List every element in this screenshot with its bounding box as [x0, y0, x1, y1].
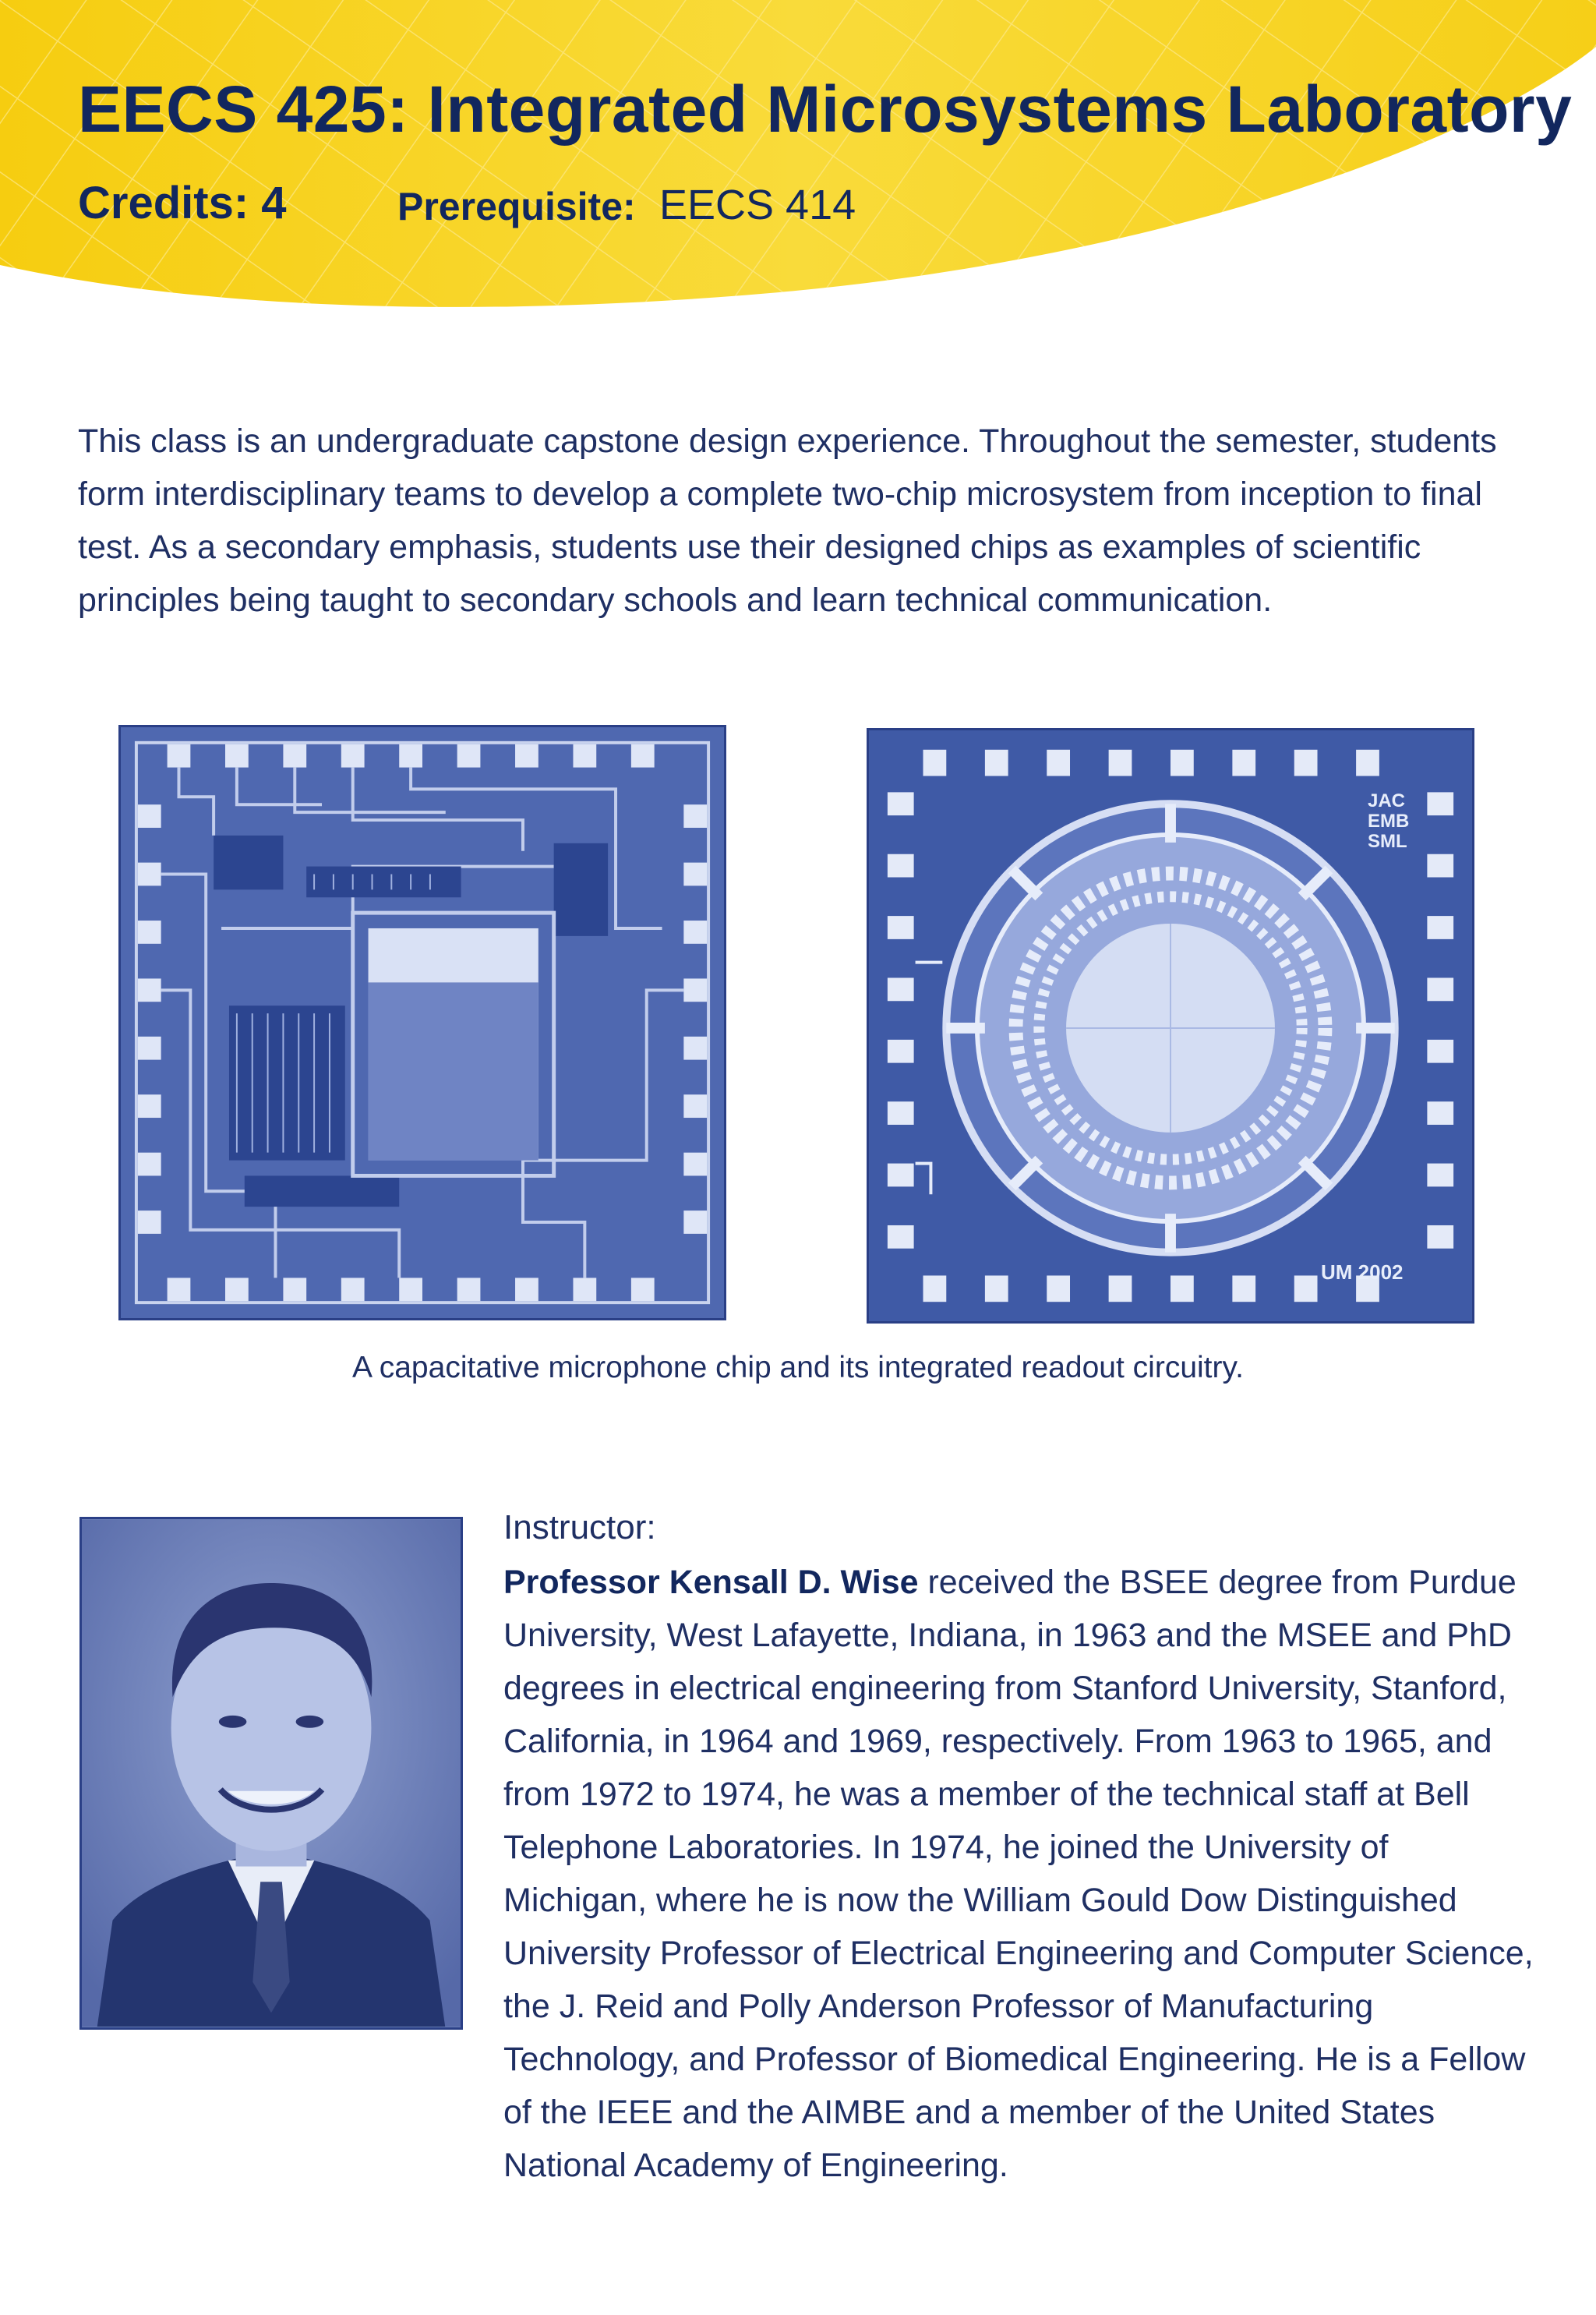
instructor-bio-paragraph — [503, 1556, 1540, 2192]
chip-mark-year: UM 2002 — [1321, 1260, 1404, 1284]
page-title: EECS 425: Integrated Microsystems Laboratory — [78, 72, 1573, 146]
chip-mark-stack — [1368, 791, 1409, 852]
instructor-label: Instructor: — [503, 1508, 656, 1546]
instructor-photo — [79, 1517, 463, 2030]
instructor-name: Professor Kensall D. Wise — [503, 1564, 919, 1601]
course-description: This class is an undergraduate capstone design experience. Throughout the semester, students form interdisciplinary teams to develop a complete two-chip microsystem from inception to final test. As a secondary emphasis, students use their designed chips as examples of scientific principles being taught to secondary schools and learn technical communication. — [78, 422, 1497, 619]
readout-circuit-chip-image — [118, 725, 726, 1320]
microphone-chip-image — [867, 728, 1474, 1324]
credits-label: Credits: 4 — [78, 178, 287, 228]
prerequisite-label: Prerequisite: — [397, 185, 636, 228]
chip-mark-sml: SML — [1368, 831, 1407, 852]
chip-mark-jac: JAC — [1368, 790, 1406, 811]
instructor-section — [503, 1501, 1540, 2192]
chip-mark-emb: EMB — [1368, 811, 1410, 832]
prerequisite-value: EECS 414 — [659, 182, 856, 228]
figure-caption: A capacitative microphone chip and its integrated readout circuitry. — [352, 1351, 1244, 1384]
instructor-bio: received the BSEE degree from Purdue University, West Lafayette, Indiana, in 1963 and the MSEE and PhD degrees in electrical engineering from Stanford University, Stanford, California, in 1964 and 1969, respectively. From 1963 to 1965, and from 1972 to 1974, he was a member of the technical staff at Bell Telephone Laboratories. In 1974, he joined the University of Michigan, where he is now the William Gould Dow Distinguished University Professor of Electrical Engineering and Computer Science, the J. Reid and Polly Anderson Professor of Manufacturing Technology, and Professor of Biomedical Engineering. He is a Fellow of the IEEE and the AIMBE and a member of the United States National Academy of Engineering. — [503, 1564, 1534, 2184]
